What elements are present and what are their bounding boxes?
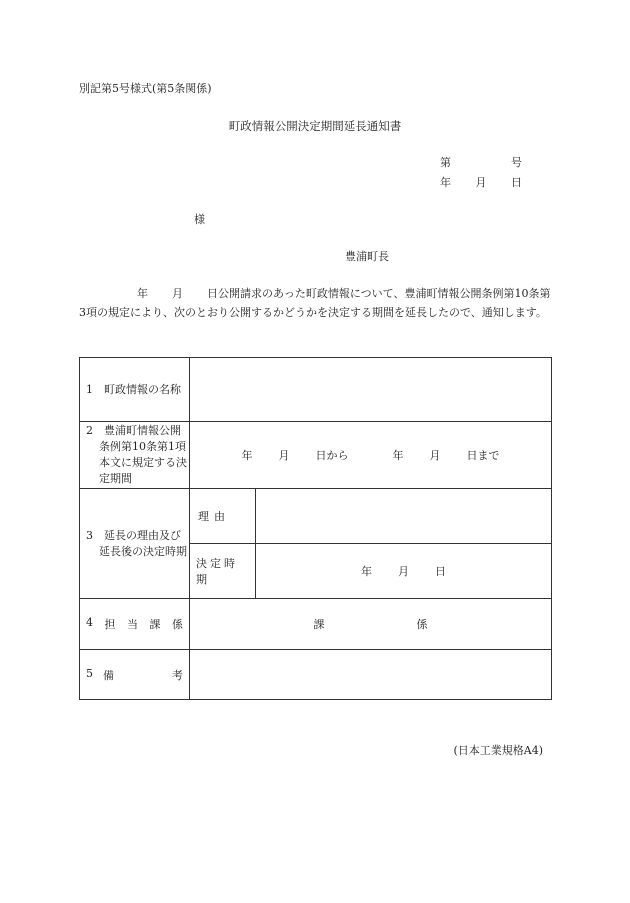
reason-label-b: 由	[214, 510, 225, 523]
table-row	[80, 358, 552, 422]
row2-label	[80, 422, 190, 489]
table-row	[80, 650, 552, 700]
row4-label	[80, 599, 190, 650]
date-day: 日	[511, 176, 522, 189]
period-month2: 月	[429, 449, 441, 462]
reason-field[interactable]	[256, 489, 552, 544]
reason-label-a: 理	[198, 510, 209, 523]
row5-label-a: 備	[103, 668, 114, 682]
decision-label: 決定時期	[196, 557, 238, 586]
row2-label-line3: 本文に規定する決	[99, 456, 187, 469]
row5-label	[80, 650, 190, 700]
document-title: 町政情報公開決定期間延長通知書	[228, 119, 402, 133]
row1-label: 1 町政情報の名称	[80, 358, 190, 422]
row3-label-line2: 延長後の決定時期	[99, 544, 187, 558]
period-month1: 月	[278, 449, 290, 462]
dept-ka: 課	[313, 618, 325, 631]
remarks-field[interactable]	[190, 650, 552, 700]
date-month: 月	[475, 176, 487, 189]
row5-label-b: 考	[172, 668, 183, 682]
number-prefix: 第	[440, 156, 451, 169]
row2-label-line4: 定期間	[99, 472, 132, 485]
table-row	[80, 599, 552, 650]
row4-char3: 課	[149, 618, 161, 631]
table-row	[80, 489, 552, 544]
decision-date-field[interactable]	[256, 544, 552, 599]
addressee: 様	[194, 213, 205, 226]
decision-date	[256, 563, 551, 579]
date-year: 年	[440, 176, 451, 189]
body-text: 日公開請求のあった町政情報について、豊浦町情報公開条例第10条第3項の規定により、次のとおり公開するかどうかを決定する期間を延長したので、通知します。	[79, 287, 551, 319]
department-value	[190, 616, 551, 632]
period-year2: 年	[392, 449, 404, 462]
paper-size-note: (日本工業規格A4)	[453, 744, 543, 757]
sender: 豊浦町長	[345, 250, 389, 263]
form-label: 別記第5号様式(第5条関係)	[79, 82, 212, 95]
decision-year: 年	[361, 565, 372, 578]
period-day2: 日まで	[466, 449, 500, 462]
row4-char2: 当	[127, 618, 138, 631]
department-field[interactable]	[190, 599, 552, 650]
row2-label-line1: 2 豊浦町情報公開	[86, 424, 181, 437]
row3-label	[80, 489, 190, 599]
notice-table	[79, 357, 552, 700]
decision-label-cell	[190, 544, 256, 599]
table-row	[80, 422, 552, 489]
row2-label-line2: 条例第10条第1項	[99, 440, 186, 453]
number-suffix: 号	[511, 156, 522, 169]
dept-kakari: 係	[416, 618, 428, 631]
period-year1: 年	[241, 449, 253, 462]
reason-label-inner	[190, 508, 255, 524]
body-year: 年	[137, 287, 148, 300]
statutory-period	[190, 447, 551, 463]
reason-label	[190, 489, 256, 544]
row4-label-inner	[80, 616, 189, 632]
document-number	[440, 154, 522, 170]
document-date	[440, 174, 522, 190]
row4-char4: 係	[172, 618, 183, 631]
decision-day: 日	[435, 565, 446, 578]
row3-label-line1: 3 延長の理由及び	[86, 528, 181, 542]
record-name-field[interactable]	[190, 358, 552, 422]
row5-num: 5	[86, 666, 93, 680]
decision-month: 月	[398, 565, 409, 578]
statutory-period-field[interactable]	[190, 422, 552, 489]
row4-num: 4	[86, 616, 93, 629]
body-paragraph	[79, 284, 551, 322]
period-day1: 日から	[315, 449, 349, 462]
row5-label-inner	[80, 667, 189, 683]
body-month: 月	[172, 287, 183, 300]
row4-char1: 担	[104, 618, 116, 631]
